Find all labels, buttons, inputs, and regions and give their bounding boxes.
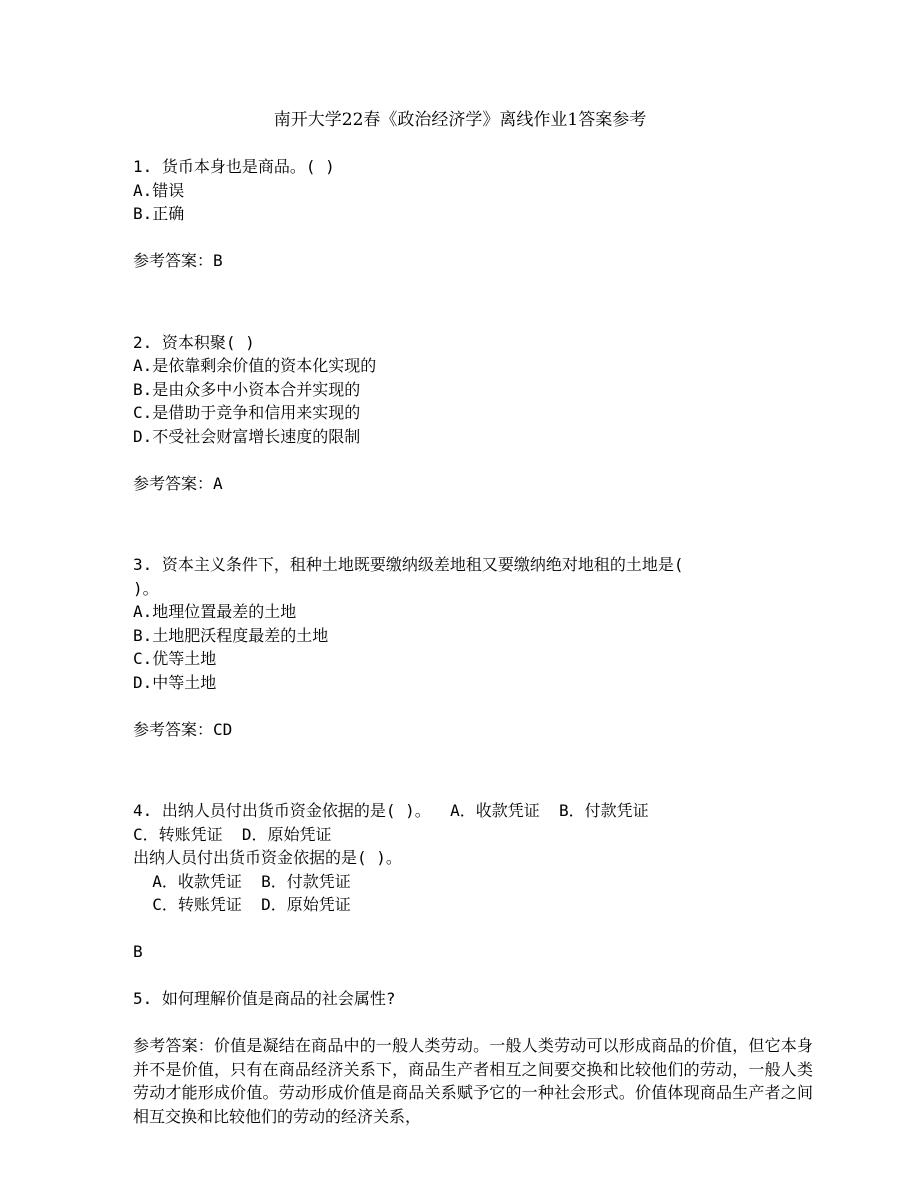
- question-1-answer: 参考答案：B: [133, 251, 223, 270]
- page-title: 南开大学22春《政治经济学》离线作业1答案参考: [273, 110, 647, 130]
- question-2-option-c: C.是借助于竞争和信用来实现的: [133, 403, 361, 422]
- question-4: [133, 799, 813, 964]
- question-2: [133, 331, 813, 496]
- question-3: [133, 553, 813, 741]
- question-4-line-4: A．收款凭证 B．付款凭证: [133, 871, 351, 891]
- question-2-stem: 2. 资本积聚( ): [133, 332, 255, 352]
- question-3-option-a: A.地理位置最差的土地: [133, 602, 297, 621]
- question-4-line-2: C．转账凭证 D．原始凭证: [133, 824, 332, 844]
- question-1-option-b: B.正确: [133, 204, 185, 223]
- question-4-line-1: 4. 出纳人员付出货币资金依据的是( )。 A．收款凭证 B．付款凭证: [133, 801, 649, 820]
- question-2-option-d: D.不受社会财富增长速度的限制: [133, 426, 361, 446]
- question-3-answer: 参考答案：CD: [133, 719, 233, 739]
- question-1: [133, 155, 813, 273]
- question-3-stem-line-1: 3. 资本主义条件下，租种土地既要缴纳级差地租又要缴纳绝对地租的土地是(: [133, 555, 684, 574]
- question-5: [133, 987, 813, 1128]
- question-2-answer: 参考答案：A: [133, 473, 223, 493]
- question-1-option-a: A.错误: [133, 180, 185, 200]
- question-3-option-d: D.中等土地: [133, 672, 217, 692]
- question-3-option-c: C.优等土地: [133, 649, 217, 668]
- question-4-answer: B: [133, 942, 143, 961]
- question-4-line-5: C．转账凭证 D．原始凭证: [133, 895, 351, 914]
- question-5-stem: 5. 如何理解价值是商品的社会属性?: [133, 989, 396, 1008]
- question-2-option-b: B.是由众多中小资本合并实现的: [133, 379, 361, 399]
- question-5-answer: 参考答案：价值是凝结在商品中的一般人类劳动。一般人类劳动可以形成商品的价值，但它本身并不是价值，只有在商品经济关系下，商品生产者相互之间要交换和比较他们的劳动，一般人类劳动才能形成价值。劳动形成价值是商品关系赋予它的一种社会形式。价值体现商品生产者之间相互交换和比较他们的劳动的经济关系，: [133, 1036, 813, 1126]
- question-1-stem: 1. 货币本身也是商品。( ): [133, 157, 335, 176]
- question-3-stem-line-2: )。: [133, 578, 159, 598]
- question-4-line-3: 出纳人员付出货币资金依据的是( )。: [133, 848, 402, 867]
- question-3-option-b: B.土地肥沃程度最差的土地: [133, 625, 329, 645]
- question-2-option-a: A.是依靠剩余价值的资本化实现的: [133, 356, 377, 375]
- document-body: [133, 155, 813, 1128]
